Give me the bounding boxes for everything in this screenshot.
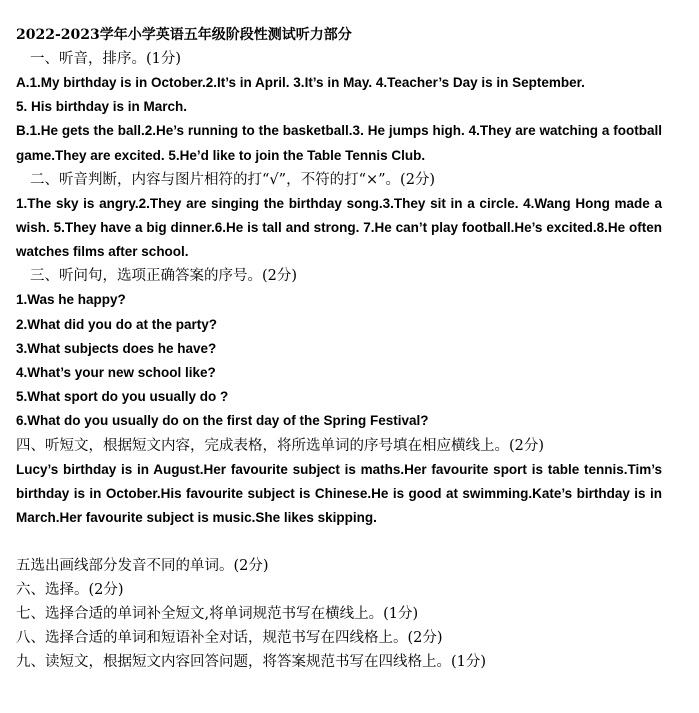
section-2-heading: 二、听音判断，内容与图片相符的打“√”，不符的打“×”。(2分) xyxy=(30,171,436,188)
section-3-heading: 三、听问句，选项正确答案的序号。(2分) xyxy=(30,268,298,285)
section-5-heading: 五选出画线部分发音不同的单词。(2分) xyxy=(16,558,269,575)
section-8-heading: 八、选择合适的单词和短语补全对话，规范书写在四线格上。(2分) xyxy=(16,630,443,647)
section-1-part-a: A.1.My birthday is in October.2.It’s in April. 3.It’s in May. 4.Teacher’s Day is in September. xyxy=(16,75,585,90)
section-1-part-a-item-5: 5. His birthday is in March. xyxy=(16,99,188,115)
section-1-heading: 一、听音，排序。(1分) xyxy=(30,51,182,67)
section-4-heading: 四、听短文，根据短文内容，完成表格，将所选单词的序号填在相应横线上。(2分) xyxy=(16,437,545,454)
question-6: 6.What do you usually do on the first day of the Spring Festival? xyxy=(16,413,429,429)
document-title: 2022-2023学年小学英语五年级阶段性测试听力部分 xyxy=(16,27,352,43)
section-1-part-b: B.1.He gets the ball.2.He’s running to the basketball.3. He jumps high. 4.They are watching a football game.They are excited. 5.He’d like to join the Table Tennis Club. xyxy=(16,123,662,163)
question-1: 1.Was he happy? xyxy=(16,292,126,308)
question-4: 4.What’s your new school like? xyxy=(16,365,216,381)
question-5: 5.What sport do you usually do ? xyxy=(16,389,229,405)
section-9-heading: 九、读短文，根据短文内容回答问题，将答案规范书写在四线格上。(1分) xyxy=(16,654,487,671)
section-7-heading: 七、选择合适的单词补全短文,将单词规范书写在横线上。(1分) xyxy=(16,606,419,623)
section-2-text: 1.The sky is angry.2.They are singing the birthday song.3.They sit in a circle. 4.Wang Hong made a wish. 5.They have a big dinner.6.He is tall and strong. 7.He can’t play football.He’s excited.8.He often watches films after school. xyxy=(16,195,662,260)
blank-line xyxy=(16,530,662,554)
document-page xyxy=(16,25,662,674)
section-4-text: Lucy’s birthday is in August.Her favourite subject is maths.Her favourite sport is table tennis.Tim’s birthday is in October.His favourite subject is Chinese.He is good at swimming.Kate’s birthday is in March.Her favourite subject is music.She likes skipping. xyxy=(16,461,662,526)
section-6-heading: 六、选择。(2分) xyxy=(16,582,124,599)
question-2: 2.What did you do at the party? xyxy=(16,316,218,332)
question-3: 3.What subjects does he have? xyxy=(16,340,217,356)
